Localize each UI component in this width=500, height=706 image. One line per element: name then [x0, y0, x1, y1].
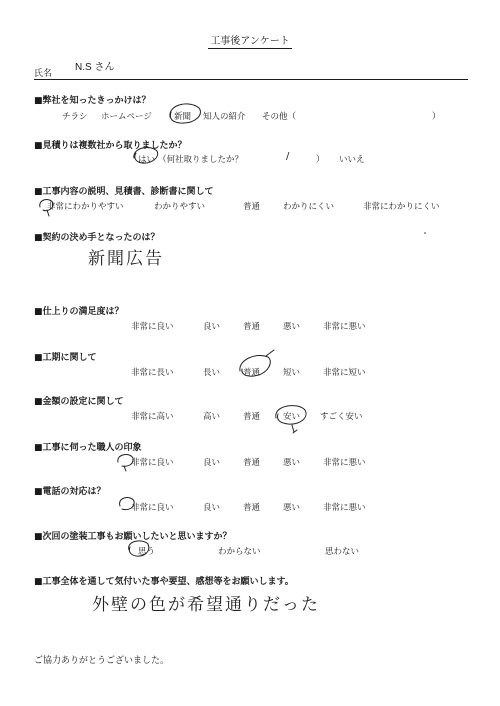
option-very-expensive: 非常に高い [131, 412, 174, 422]
option-newspaper: 新聞 [174, 112, 192, 122]
option-very-good: 非常に良い [131, 503, 174, 513]
option-good: 良い [203, 503, 221, 513]
question-2: ■見積りは複数社から取りましたか？ [34, 141, 187, 151]
option-average: 普通 [243, 202, 261, 212]
circle-mark-yes [134, 147, 158, 163]
option-unclear: わかりにくい [283, 202, 335, 212]
question-1: ■弊社を知ったきっかけは？ [34, 96, 151, 106]
option-average: 普通 [243, 412, 261, 422]
question-9: ■電話の対応は？ [34, 487, 106, 497]
option-average: 普通 [243, 458, 261, 468]
stray-dot [424, 232, 426, 234]
option-other: その他（ [262, 112, 297, 122]
option-company-count: （何社取りましたか？ [158, 155, 244, 165]
option-expensive: 高い [203, 412, 221, 422]
question-5: ■仕上りの満足度は？ [34, 307, 124, 317]
page-title: 工事後アンケート [210, 36, 290, 47]
option-no-again: 思わない [325, 547, 360, 557]
option-yes-again: 思う [138, 547, 156, 557]
option-good: 良い [203, 322, 221, 332]
circle-mark-cheap [276, 406, 306, 433]
circle-mark-newspaper [170, 104, 201, 123]
option-average: 普通 [243, 503, 261, 513]
option-clear: わかりやすい [154, 202, 206, 212]
name-label: 氏名 [34, 69, 53, 79]
option-very-good: 非常に良い [131, 458, 174, 468]
option-unsure: わからない [218, 547, 261, 557]
circle-mark-period-average [240, 350, 274, 376]
question-11: ■工事全体を通して気付いた事や要望、感想等をお願いします。 [34, 577, 294, 587]
option-very-unclear: 非常にわかりにくい [363, 202, 440, 212]
option-very-bad: 非常に悪い [323, 458, 366, 468]
question-8: ■工事に伺った職人の印象 [34, 443, 142, 453]
option-good: 良い [203, 458, 221, 468]
option-very-short: 非常に短い [323, 368, 366, 378]
option-very-clear: 非常にわかりやすい [47, 202, 124, 212]
option-very-cheap: すごく安い [320, 412, 363, 422]
handwritten-answer-comments: 外壁の色が希望通りだった [92, 595, 320, 615]
option-flyer: チラシ [62, 112, 88, 122]
circle-mark-very-clear [40, 200, 53, 216]
option-short: 短い [283, 368, 301, 378]
option-homepage: ホームページ [101, 112, 152, 122]
option-long: 長い [203, 368, 221, 378]
closing-message: ご協力ありがとうございました。 [34, 656, 170, 666]
option-referral: 知人の紹介 [203, 112, 246, 122]
question-6: ■工期に関して [34, 353, 97, 363]
option-bad: 悪い [283, 503, 301, 513]
question-4: ■契約の決め手となったのは？ [34, 233, 160, 243]
option-average: 普通 [243, 322, 261, 332]
option-very-good: 非常に良い [131, 322, 174, 332]
company-count-slash: / [286, 151, 290, 162]
option-bad: 悪い [283, 322, 301, 332]
circle-mark-yes-again [129, 541, 149, 556]
question-7: ■金額の設定に関して [34, 397, 124, 407]
option-very-bad: 非常に悪い [323, 503, 366, 513]
option-no: いいえ [339, 155, 365, 165]
handwritten-answer-decision: 新聞広告 [88, 249, 164, 269]
option-other-close: ） [432, 112, 441, 122]
company-count-close: ） [316, 155, 325, 165]
option-yes: はい [138, 155, 156, 165]
question-3: ■工事内容の説明、見積書、診断書に関して [34, 187, 214, 197]
option-very-long: 非常に長い [131, 368, 174, 378]
question-10: ■次回の塗装工事もお願いしたいと思いますか？ [34, 532, 232, 542]
circle-mark-phone-very-good [120, 498, 135, 510]
name-value: N.S さん [75, 62, 115, 73]
option-average: 普通 [243, 368, 261, 378]
circle-mark-craftsman-very-good [118, 455, 133, 471]
option-bad: 悪い [283, 458, 301, 468]
option-very-bad: 非常に悪い [323, 322, 366, 332]
option-cheap: 安い [283, 412, 301, 422]
